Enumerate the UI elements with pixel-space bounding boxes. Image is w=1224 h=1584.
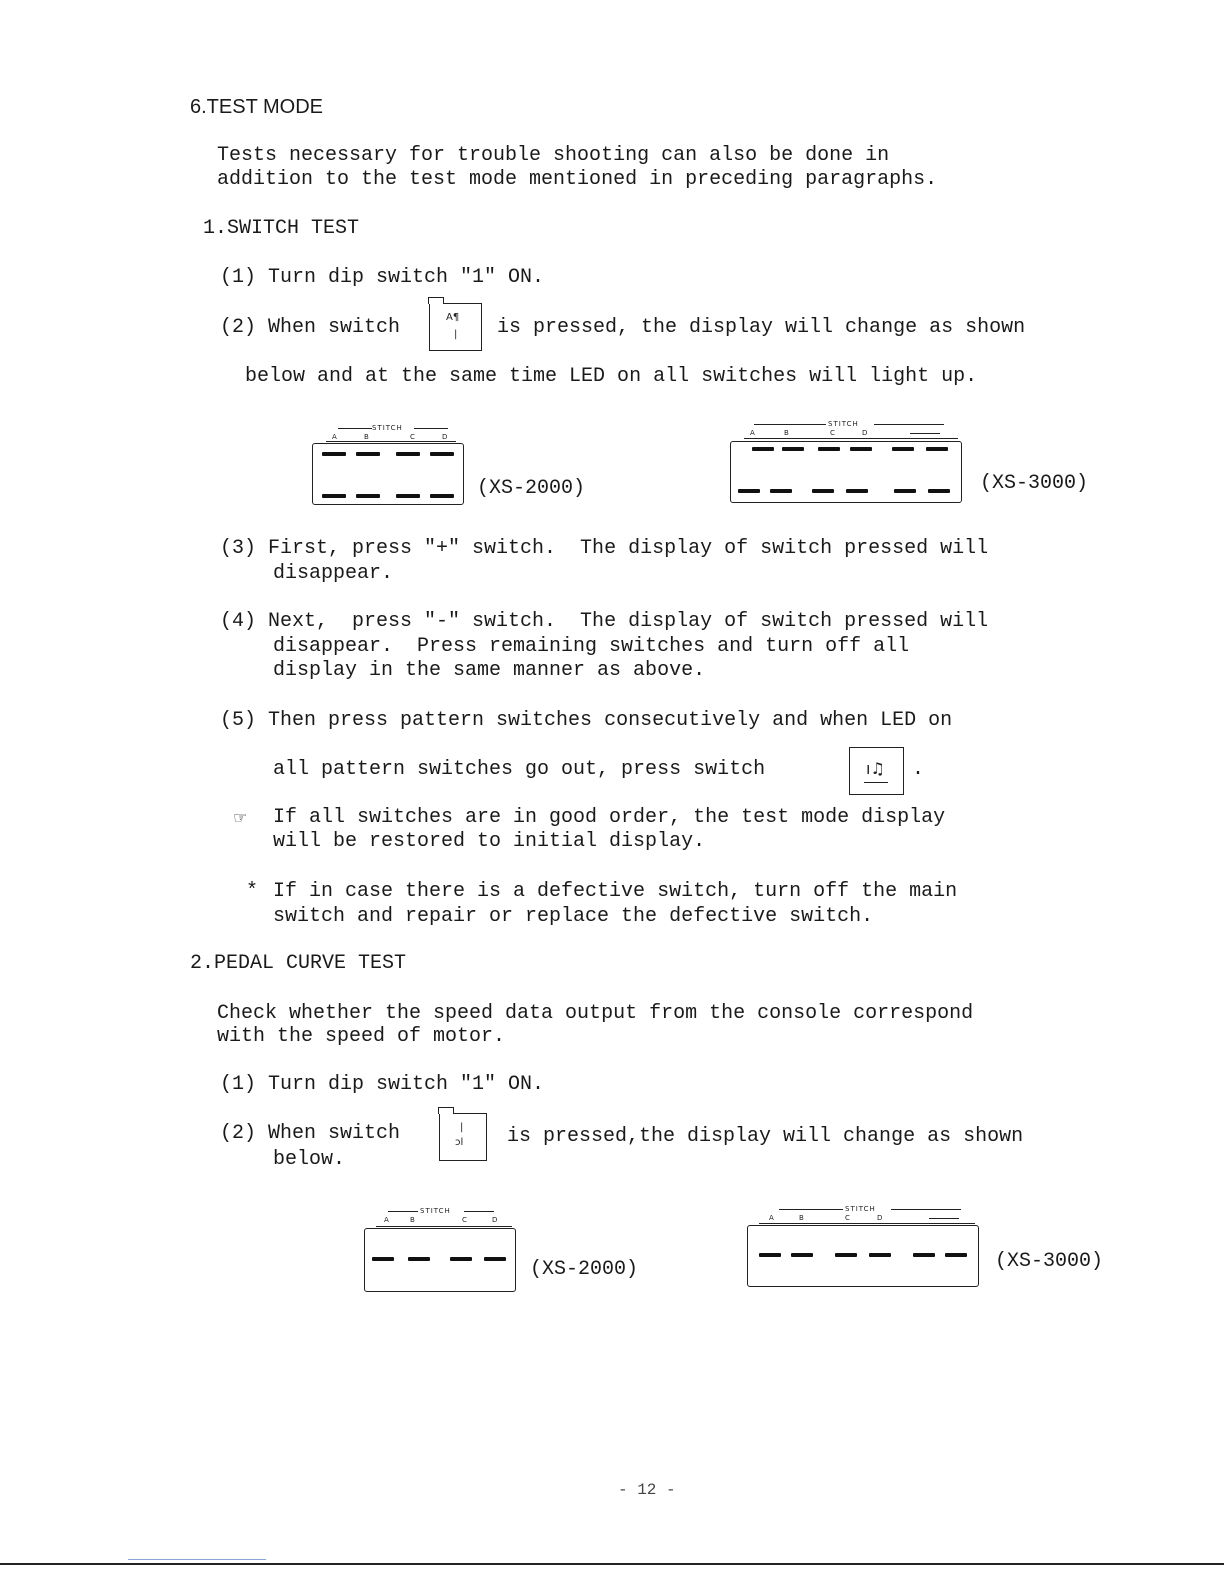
switch-test-step-5b: all pattern switches go out, press switch [273, 758, 766, 781]
note-line-2: will be restored to initial display. [273, 830, 706, 853]
asterisk-icon: * [246, 880, 259, 903]
xs2000-display-switch-test: STITCH A B C D [312, 424, 472, 506]
switch-test-step-2a: (2) When switch [220, 316, 401, 339]
pedal-switch-key-icon: | ↄl [439, 1113, 487, 1161]
switch-test-step-3b: disappear. [273, 562, 394, 585]
bottom-accent-line [128, 1559, 266, 1560]
warning-line-2: switch and repair or replace the defective switch. [273, 905, 874, 928]
switch-test-step-3a: (3) First, press "+" switch. The display of switch pressed will [220, 537, 989, 560]
pointing-hand-icon: ☞ [233, 808, 248, 827]
switch-test-step-4c: display in the same manner as above. [273, 659, 706, 682]
note-line-1: If all switches are in good order, the test mode display [273, 806, 946, 829]
xs3000-label-switch-test: (XS-3000) [980, 472, 1089, 495]
pedal-test-heading: 2.PEDAL CURVE TEST [190, 952, 407, 975]
xs3000-display-pedal-test: STITCH A B C D [747, 1205, 987, 1289]
section-title: 6.TEST MODE [190, 96, 323, 118]
switch-test-step-2b: is pressed, the display will change as shown [497, 316, 1026, 339]
pedal-test-desc-2: with the speed of motor. [217, 1025, 506, 1048]
set-switch-key-icon: A¶ | [429, 303, 482, 351]
pedal-test-desc-1: Check whether the speed data output from the console correspond [217, 1002, 974, 1025]
presser-foot-key-icon: ı♫ [849, 747, 904, 795]
xs2000-display-pedal-test: STITCH A B C D [364, 1207, 524, 1293]
xs2000-label-pedal-test: (XS-2000) [530, 1258, 639, 1281]
switch-test-step-5c: . [912, 758, 925, 781]
pedal-test-step-2a: (2) When switch [220, 1122, 401, 1145]
pedal-test-step-1: (1) Turn dip switch "1" ON. [220, 1073, 545, 1096]
xs3000-label-pedal-test: (XS-3000) [995, 1250, 1104, 1273]
switch-test-step-2c: below and at the same time LED on all switches will light up. [245, 365, 978, 388]
bottom-rule [0, 1563, 1224, 1565]
intro-line-2: addition to the test mode mentioned in preceding paragraphs. [217, 168, 938, 191]
warning-line-1: If in case there is a defective switch, turn off the main [273, 880, 958, 903]
intro-line-1: Tests necessary for trouble shooting can also be done in [217, 144, 890, 167]
switch-test-step-4b: disappear. Press remaining switches and turn off all [273, 635, 910, 658]
xs2000-label-switch-test: (XS-2000) [477, 477, 586, 500]
xs3000-display-switch-test: STITCH A B C D [730, 420, 970, 504]
page-number: - 12 - [618, 1481, 676, 1499]
switch-test-step-5a: (5) Then press pattern switches consecutively and when LED on [220, 709, 953, 732]
switch-test-step-4a: (4) Next, press "-" switch. The display of switch pressed will [220, 610, 989, 633]
pedal-test-step-2b: is pressed,the display will change as shown [507, 1125, 1024, 1148]
switch-test-heading: 1.SWITCH TEST [203, 217, 360, 240]
switch-test-step-1: (1) Turn dip switch "1" ON. [220, 266, 545, 289]
pedal-test-step-2c: below. [273, 1148, 346, 1171]
